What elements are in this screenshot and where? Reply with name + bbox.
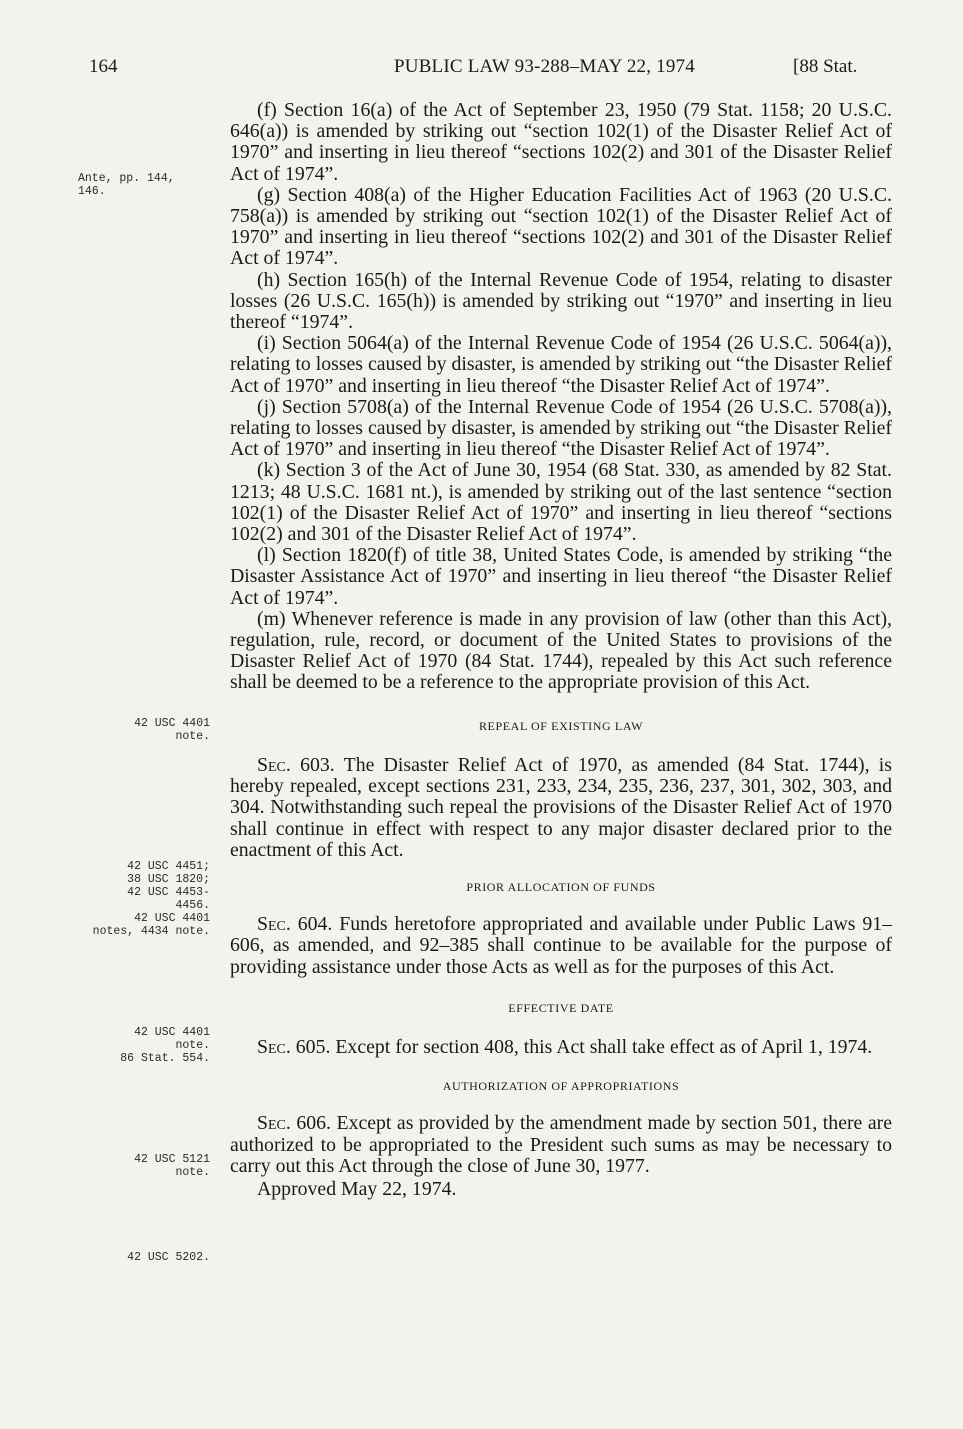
section-number: Sec. 605. bbox=[257, 1035, 331, 1058]
margin-note: 42 USC 4401 note. 86 Stat. 554. bbox=[120, 1026, 210, 1065]
paragraph-k: (k) Section 3 of the Act of June 30, 1954 (68 Stat. 330, as amended by 82 Stat. 1213; 48 U.S.C. 1681 nt.), is amended by striking out of the last sentence “section 102(1) of the Disaster Relief Act of 1970” and inserting in lieu thereof “sections 102(2) and 301 of the Disaster Relief Act of 1974”. bbox=[230, 459, 892, 546]
page-number: 164 bbox=[89, 56, 118, 77]
paragraph-m: (m) Whenever reference is made in any provision of law (other than this Act), regulation, rule, record, or document of the United States to provisions of the Disaster Relief Act of 1970 (84 Stat. 1744), repealed by this Act such reference shall be deemed to be a reference to the appropriate provision of this Act. bbox=[230, 607, 892, 694]
section-number: Sec. 606. bbox=[257, 1112, 331, 1135]
margin-note: 42 USC 4451; 38 USC 1820; 42 USC 4453- 4456. 42 USC 4401 notes, 4434 note. bbox=[92, 860, 210, 938]
paragraph-g: (g) Section 408(a) of the Higher Education Facilities Act of 1963 (20 U.S.C. 758(a)) is amended by striking out “section 102(1) of the Disaster Relief Act of 1970” and inserting in lieu thereof “sections 102(2) and 301 of the Disaster Relief Act of 1974”. bbox=[230, 183, 892, 270]
statute-body bbox=[230, 100, 892, 1200]
running-head: PUBLIC LAW 93-288–MAY 22, 1974 bbox=[394, 56, 695, 77]
section-number: Sec. 603. bbox=[257, 753, 335, 776]
section-606 bbox=[230, 1113, 892, 1177]
section-603 bbox=[230, 755, 892, 861]
paragraph-i: (i) Section 5064(a) of the Internal Revenue Code of 1954 (26 U.S.C. 5064(a)), relating to losses caused by disaster, is amended by striking out “the Disaster Relief Act of 1970” and inserting in lieu thereof “the Disaster Relief Act of 1974”. bbox=[230, 332, 892, 397]
section-heading-prior-allocation: PRIOR ALLOCATION OF FUNDS bbox=[466, 879, 656, 894]
paragraph-h: (h) Section 165(h) of the Internal Revenue Code of 1954, relating to disaster losses (26 U.S.C. 165(h)) is amended by striking out “1970” and inserting in lieu thereof “1974”. bbox=[230, 268, 892, 334]
margin-note: 42 USC 5121 note. bbox=[134, 1153, 210, 1179]
section-heading-repeal: REPEAL OF EXISTING LAW bbox=[478, 718, 644, 733]
approval-date: Approved May 22, 1974. bbox=[257, 1177, 457, 1200]
section-text: Except for section 408, this Act shall take effect as of April 1, 1974. bbox=[330, 1035, 873, 1058]
statute-volume-ref: [88 Stat. bbox=[793, 56, 858, 77]
margin-note: 42 USC 5202. bbox=[127, 1251, 210, 1264]
margin-note: Ante, pp. 144, 146. bbox=[78, 172, 175, 198]
section-number: Sec. 604. bbox=[257, 913, 333, 936]
margin-note: 42 USC 4401 note. bbox=[134, 717, 210, 743]
section-heading-authorization: AUTHORIZATION OF APPROPRIATIONS bbox=[442, 1079, 680, 1094]
section-text: The Disaster Relief Act of 1970, as amended (84 Stat. 1744), is hereby repealed, except sections 231, 233, 234, 235, 236, 237, 301, 302, 303, and 304. Notwithstanding such repeal the provisions of the Disaster Relief Act of 1970 shall continue in effect with respect to any major disaster declared prior to the enactment of this Act. bbox=[230, 753, 892, 861]
paragraph-f: (f) Section 16(a) of the Act of September 23, 1950 (79 Stat. 1158; 20 U.S.C. 646(a)) is amended by striking out “section 102(1) of the Disaster Relief Act of 1970” and inserting in lieu thereof “sections 102(2) and 301 of the Disaster Relief Act of 1974”. bbox=[230, 99, 892, 185]
section-heading-effective-date: EFFECTIVE DATE bbox=[508, 1000, 614, 1015]
paragraph-j: (j) Section 5708(a) of the Internal Revenue Code of 1954 (26 U.S.C. 5708(a)), relating to losses caused by disaster, is amended by striking out “the Disaster Relief Act of 1970” and inserting in lieu thereof “the Disaster Relief Act of 1974”. bbox=[230, 395, 892, 461]
section-605 bbox=[230, 1037, 892, 1058]
section-text: Except as provided by the amendment made by section 501, there are authorized to be appropriated to the President such sums as may be necessary to carry out this Act through the close of June 30, 1977. bbox=[230, 1112, 892, 1177]
section-text: Funds heretofore appropriated and available under Public Laws 91–606, as amended, and 92–385 shall continue to be available for the purpose of providing assistance under those Acts as well as for the purposes of this Act. bbox=[230, 913, 892, 978]
section-604 bbox=[230, 914, 892, 978]
paragraph-l: (l) Section 1820(f) of title 38, United States Code, is amended by striking “the Disaster Assistance Act of 1970” and inserting in lieu thereof “the Disaster Relief Act of 1974”. bbox=[230, 544, 892, 609]
